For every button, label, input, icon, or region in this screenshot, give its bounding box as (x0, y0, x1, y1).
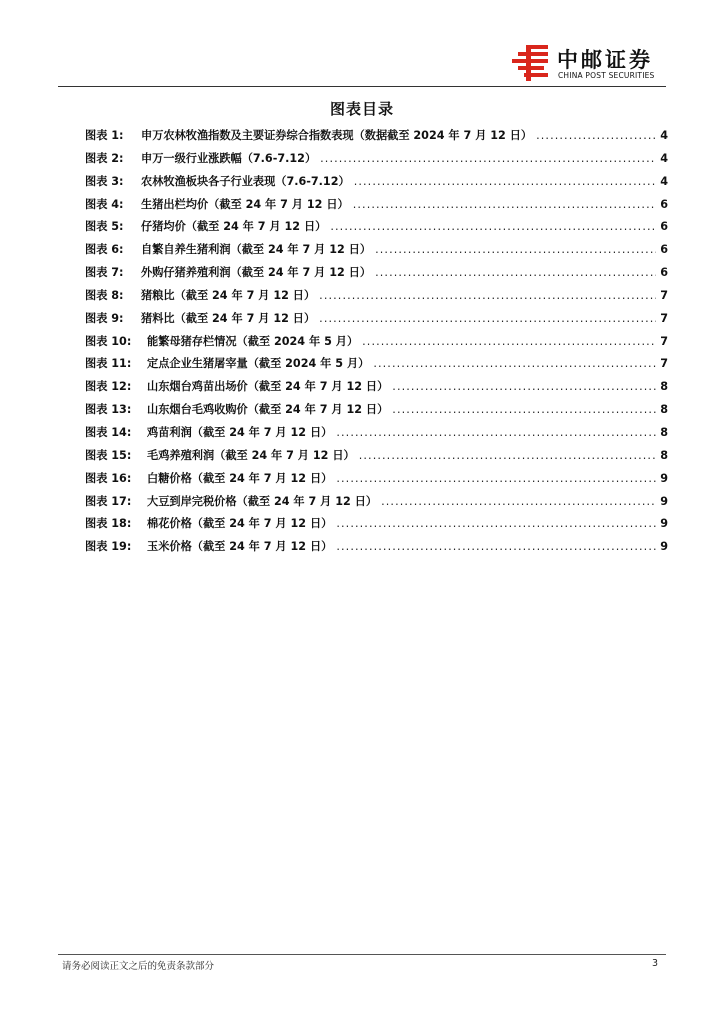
toc-entry[interactable] (85, 173, 668, 196)
toc-leader-dots (359, 449, 656, 462)
toc-entry-label: 图表 18: (85, 517, 132, 531)
toc-entry-label: 图表 15: (85, 448, 132, 462)
toc-entry-label: 图表 8: (85, 288, 124, 302)
toc-leader-dots (319, 312, 656, 325)
toc-entry-label: 图表 13: (85, 403, 132, 417)
company-logo (512, 44, 668, 84)
toc-entry-label: 图表 11: (85, 357, 132, 371)
toc-entry-label: 图表 16: (85, 471, 132, 485)
toc-entry-label: 图表 4: (85, 197, 124, 211)
toc-leader-dots (336, 540, 656, 553)
toc-entry-page: 7 (660, 288, 668, 302)
toc-entry-page: 4 (660, 151, 668, 165)
toc-entry-label: 图表 10: (85, 334, 132, 348)
toc-entry-page: 9 (660, 494, 668, 508)
toc-leader-dots (330, 220, 656, 233)
toc-entry-label: 图表 19: (85, 540, 132, 554)
table-of-figures (85, 127, 668, 561)
toc-entry-page: 9 (660, 471, 668, 485)
toc-entry[interactable] (85, 493, 668, 516)
toc-entry[interactable] (85, 218, 668, 241)
toc-title: 图表目录 (329, 100, 394, 118)
toc-entry-page: 4 (660, 174, 668, 188)
toc-entry-page: 7 (660, 334, 668, 348)
toc-leader-dots (392, 380, 656, 393)
toc-entry[interactable] (85, 310, 668, 333)
disclaimer-note: 请务必阅读正文之后的免责条款部分 (62, 961, 215, 972)
footer-divider (58, 954, 666, 955)
toc-entry-label: 图表 3: (85, 174, 124, 188)
toc-leader-dots (536, 129, 656, 142)
toc-leader-dots (319, 289, 656, 302)
toc-entry[interactable] (85, 538, 668, 561)
toc-entry-label: 图表 12: (85, 380, 132, 394)
toc-entry-page: 9 (660, 540, 668, 554)
page-number: 3 (651, 958, 658, 969)
toc-entry-page: 7 (660, 311, 668, 325)
toc-entry[interactable] (85, 196, 668, 219)
toc-entry-title: 大豆到岸完税价格（截至 24 年 7 月 12 日） (147, 494, 378, 508)
toc-entry-page: 4 (660, 129, 668, 142)
toc-entry[interactable] (85, 287, 668, 310)
toc-leader-dots (381, 495, 656, 508)
toc-entry-title: 仔猪均价（截至 24 年 7 月 12 日） (141, 220, 327, 234)
china-post-emblem-icon (512, 44, 552, 82)
toc-leader-dots (375, 243, 656, 256)
toc-entry-page: 6 (660, 243, 668, 257)
toc-entry-title: 定点企业生猪屠宰量（截至 2024 年 5 月） (147, 357, 370, 371)
toc-entry-title: 山东烟台鸡苗出场价（截至 24 年 7 月 12 日） (147, 380, 389, 394)
toc-entry[interactable] (85, 424, 668, 447)
toc-entry-title: 毛鸡养殖利润（截至 24 年 7 月 12 日） (147, 448, 355, 462)
toc-entry-title: 自繁自养生猪利润（截至 24 年 7 月 12 日） (141, 243, 372, 257)
toc-entry[interactable] (85, 470, 668, 493)
toc-entry-page: 8 (660, 403, 668, 417)
toc-entry[interactable] (85, 241, 668, 264)
toc-entry-title: 山东烟台毛鸡收购价（截至 24 年 7 月 12 日） (147, 403, 389, 417)
toc-entry-label: 图表 17: (85, 494, 132, 508)
toc-leader-dots (320, 152, 656, 165)
logo-english-name: CHINA POST SECURITIES (558, 71, 655, 80)
toc-entry-title: 猪粮比（截至 24 年 7 月 12 日） (141, 288, 316, 302)
toc-entry[interactable] (85, 355, 668, 378)
toc-entry-title: 申万农林牧渔指数及主要证券综合指数表现（数据截至 2024 年 7 月 12 日） (141, 129, 533, 142)
toc-entry-page: 6 (660, 266, 668, 280)
toc-entry-page: 6 (660, 220, 668, 234)
toc-entry-title: 申万一级行业涨跌幅（7.6-7.12） (141, 151, 317, 165)
toc-entry-page: 9 (660, 517, 668, 531)
toc-entry-title: 能繁母猪存栏情况（截至 2024 年 5 月） (147, 334, 359, 348)
toc-entry-page: 7 (660, 357, 668, 371)
toc-entry-title: 生猪出栏均价（截至 24 年 7 月 12 日） (141, 197, 349, 211)
toc-entry[interactable] (85, 378, 668, 401)
toc-entry-label: 图表 7: (85, 266, 124, 280)
toc-entry-title: 白糖价格（截至 24 年 7 月 12 日） (147, 471, 333, 485)
toc-leader-dots (336, 517, 656, 530)
toc-entry[interactable] (85, 401, 668, 424)
toc-entry-label: 图表 9: (85, 311, 124, 325)
toc-leader-dots (336, 426, 656, 439)
toc-entry-label: 图表 2: (85, 151, 124, 165)
toc-entry-page: 6 (660, 197, 668, 211)
toc-entry-page: 8 (660, 425, 668, 439)
toc-leader-dots (362, 335, 656, 348)
toc-entry-label: 图表 14: (85, 425, 132, 439)
header-divider (58, 86, 666, 87)
toc-entry-page: 8 (660, 448, 668, 462)
toc-leader-dots (353, 198, 656, 211)
toc-leader-dots (354, 175, 657, 188)
toc-entry-page: 8 (660, 380, 668, 394)
toc-leader-dots (375, 266, 656, 279)
toc-leader-dots (392, 403, 656, 416)
toc-entry-title: 棉花价格（截至 24 年 7 月 12 日） (147, 517, 333, 531)
toc-entry-label: 图表 6: (85, 243, 124, 257)
toc-entry-title: 外购仔猪养殖利润（截至 24 年 7 月 12 日） (141, 266, 372, 280)
toc-entry[interactable] (85, 447, 668, 470)
toc-entry[interactable] (85, 127, 668, 150)
toc-entry-title: 猪料比（截至 24 年 7 月 12 日） (141, 311, 316, 325)
toc-leader-dots (336, 472, 656, 485)
toc-entry[interactable] (85, 333, 668, 356)
toc-entry-title: 农林牧渔板块各子行业表现（7.6-7.12） (141, 174, 350, 188)
toc-entry[interactable] (85, 150, 668, 173)
toc-entry[interactable] (85, 515, 668, 538)
toc-entry-label: 图表 1: (85, 129, 124, 142)
logo-chinese-name: 中邮证券 (557, 48, 653, 72)
toc-entry[interactable] (85, 264, 668, 287)
toc-entry-title: 鸡苗利润（截至 24 年 7 月 12 日） (147, 425, 333, 439)
toc-entry-title: 玉米价格（截至 24 年 7 月 12 日） (147, 540, 333, 554)
toc-leader-dots (373, 357, 656, 370)
toc-entry-label: 图表 5: (85, 220, 124, 234)
